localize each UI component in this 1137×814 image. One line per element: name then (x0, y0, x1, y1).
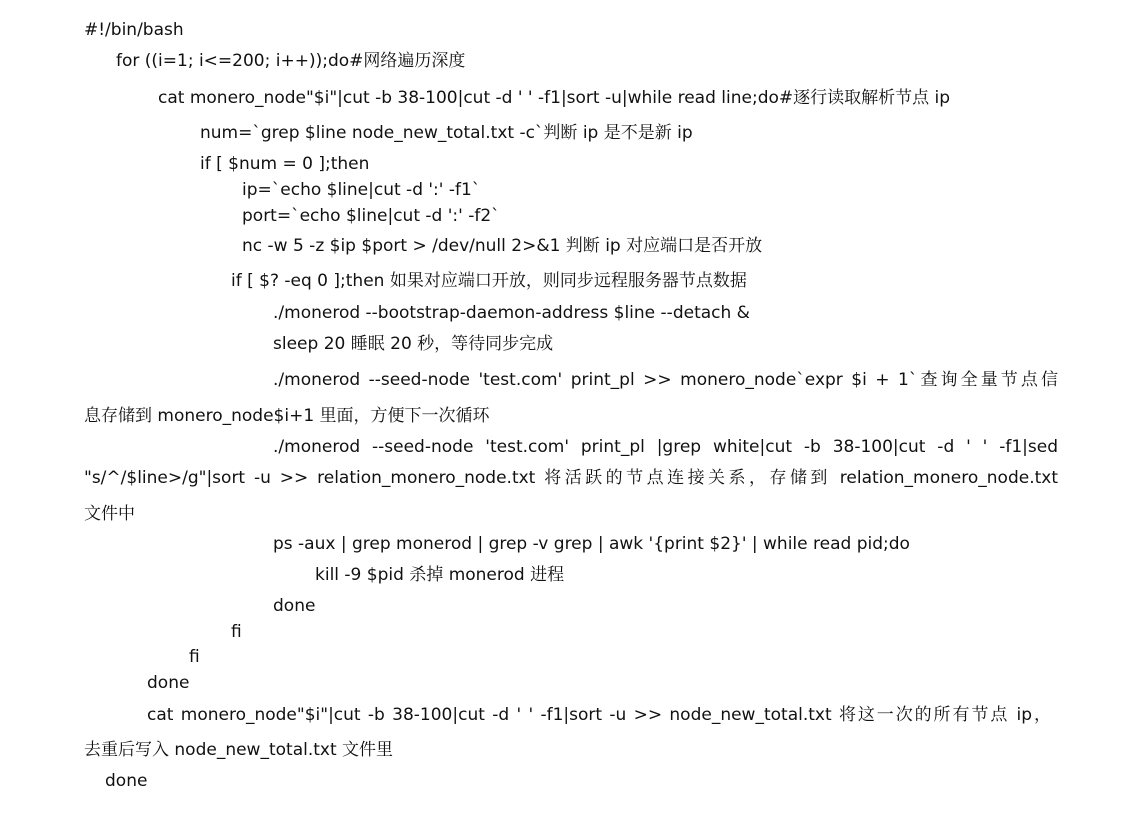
code-line: done (105, 771, 148, 791)
code-line: if [ $num = 0 ];then (200, 154, 370, 174)
code-line: done (147, 673, 190, 693)
code-line: 文件中 (84, 504, 135, 524)
code-line: 息存储到 monero_node$i+1 里面，方便下一次循环 (84, 406, 490, 426)
code-line: nc -w 5 -z $ip $port > /dev/null 2>&1 判断 ip 对应端口是否开放 (242, 236, 763, 256)
code-line: port=`echo $line|cut -d ':' -f2` (242, 206, 500, 226)
code-line: ./monerod --bootstrap-daemon-address $line --detach & (273, 303, 750, 323)
code-line: for ((i=1; i<=200; i++));do#网络遍历深度 (116, 51, 466, 71)
code-line: ps -aux | grep monerod | grep -v grep | awk '{print $2}' | while read pid;do (273, 534, 910, 554)
code-line: done (273, 596, 316, 616)
code-line: num=`grep $line node_new_total.txt -c`判断 ip 是不是新 ip (200, 123, 693, 143)
code-line: ip=`echo $line|cut -d ':' -f1` (242, 180, 481, 200)
code-line: cat monero_node"$i"|cut -b 38-100|cut -d ' ' -f1|sort -u >> node_new_total.txt 将这一次的所有节点 ip， (147, 705, 1051, 725)
code-line: ./monerod --seed-node 'test.com' print_pl |grep white|cut -b 38-100|cut -d ' ' -f1|sed (273, 437, 1058, 457)
code-line: 去重后写入 node_new_total.txt 文件里 (84, 740, 394, 760)
code-line: if [ $? -eq 0 ];then 如果对应端口开放，则同步远程服务器节点数据 (231, 271, 747, 291)
code-line: fi (231, 622, 242, 642)
code-line: ./monerod --seed-node 'test.com' print_pl >> monero_node`expr $i + 1`查询全量节点信 (273, 370, 1058, 390)
code-line: #!/bin/bash (84, 20, 184, 40)
code-line: cat monero_node"$i"|cut -b 38-100|cut -d ' ' -f1|sort -u|while read line;do#逐行读取解析节点 ip (158, 88, 951, 108)
code-line: sleep 20 睡眠 20 秒，等待同步完成 (273, 334, 554, 354)
code-line: "s/^/$line>/g"|sort -u >> relation_monero_node.txt 将活跃的节点连接关系，存储到 relation_monero_node.txt (84, 468, 1058, 488)
code-line: kill -9 $pid 杀掉 monerod 进程 (315, 565, 565, 585)
code-line: fi (189, 647, 200, 667)
